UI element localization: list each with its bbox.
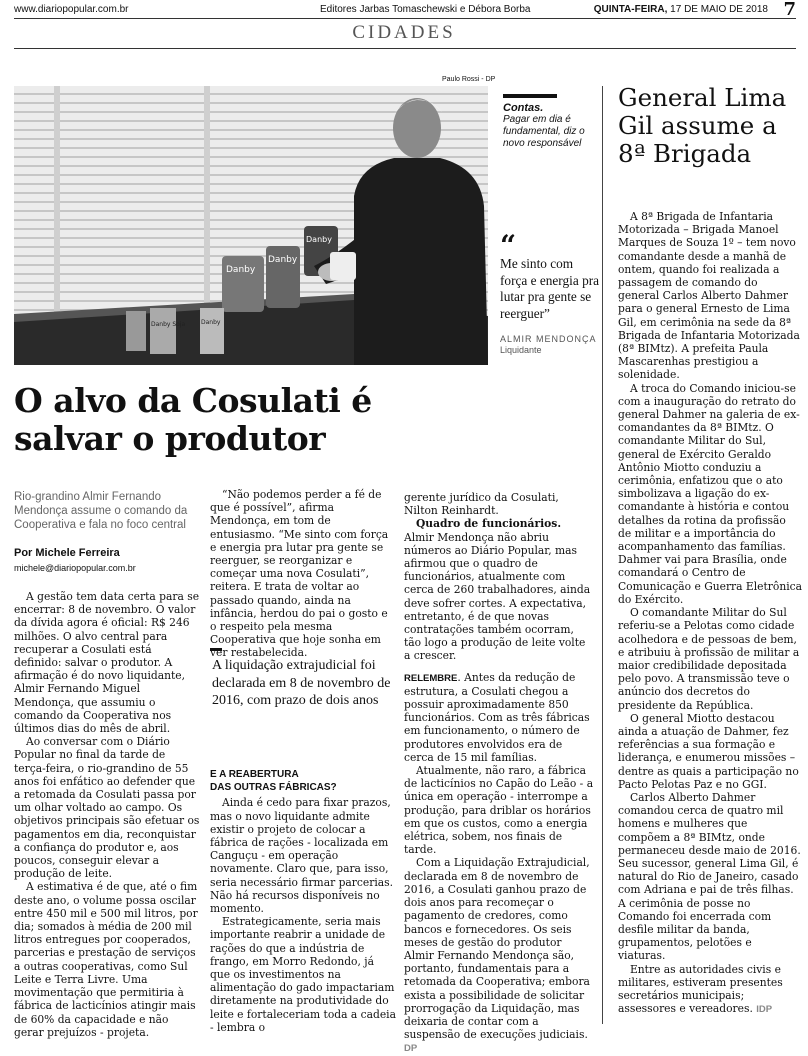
quote-role: Liquidante — [500, 345, 542, 356]
paragraph — [404, 856, 594, 1055]
product-label: Danby — [226, 265, 256, 275]
paragraph: gerente jurídico da Cosulati, Nilton Reinhardt. — [404, 491, 559, 518]
pull-quote — [500, 229, 600, 356]
article-column-2 — [210, 488, 396, 660]
author-email[interactable]: michele@diariopopular.com.br — [14, 563, 136, 573]
paragraph-text: Com a Liquidação Extrajudicial, declarada em 8 de novembro de 2016, a Cosulati ganhou prazo de dois anos para recomeçar o pagamento de credores, como bancos e fornecedores. Os seis meses de gestão do produtor Almir Fernando Mendonça são, portanto, fundamentais para a retomada da Cooperativa; embora exista a possibilidade de solicitar prorrogação da Liquidação, mas deixaria de contar com a suspensão de execuções judiciais. — [404, 856, 590, 1042]
section-title: CIDADES — [352, 22, 456, 43]
paragraph — [618, 963, 802, 1017]
paragraph: Estrategicamente, seria mais importante reabrir a unidade de rações do que a indústria de frango, em Morro Redondo, já que os investimentos na alimentação do gado impactariam diretamente na produtividade do leite e fortaleceriam toda a cadeia - lembra o — [210, 915, 396, 1034]
paragraph: Ao conversar com o Diário Popular no final da tarde de terça-feira, o rio-grandino de 55 anos foi enfático ao defender que a retomada da Cosulati passa por um olhar voltado ao campo. Os objetivos principais são efetuar os pagamentos em dia, reconquistar a confiança do produtor e, aos poucos, conseguir elevar a produção de leite. — [14, 735, 200, 881]
paragraph: Carlos Alberto Dahmer comandou cerca de quatro mil homens e mulheres que compõem a 8ª BIMtz, onde permaneceu desde maio de 2016. Seu sucessor, general Lima Gil, é natural do Rio de Janeiro, casado com Adriana e pai de três filhas. A cerimônia de posse no Comando foi encerrada com desfile militar da banda, grupamentos, pelotões e viaturas. — [618, 790, 801, 963]
paragraph: O general Miotto destacou ainda a atuação de Dahmer, fez referências a sua formação e liderança, e enumerou missões – dentre as quais a participação no Pacto Pelotas Paz e no GGI. — [618, 711, 799, 791]
byline: Por Michele Ferreira — [14, 547, 120, 559]
article-column-3 — [404, 491, 594, 1056]
page-number: 7 — [783, 0, 796, 20]
caption-text: Pagar em dia é fundamental, diz o novo responsável — [503, 114, 585, 149]
paragraph — [404, 671, 594, 764]
product-label: Danby — [268, 255, 298, 265]
article-column-1 — [14, 590, 200, 1039]
editors-line: Editores Jarbas Tomaschewski e Débora Borba — [320, 4, 531, 15]
quote-text: Me sinto com força e energia pra lutar pra gente se reerguer” — [500, 256, 600, 321]
product-label: Danby — [201, 319, 221, 326]
article-column-2-bottom — [210, 768, 396, 1034]
issue-date — [594, 4, 768, 15]
page-header — [14, 2, 796, 18]
photo-credit: Paulo Rossi - DP — [442, 76, 496, 83]
paragraph-text: . Antes da redução de estrutura, a Cosulati chegou a possuir aproximadamente 850 funcionários. Com as três fábricas em funcionamento, o número de produtores envolvidos era de cerca de 15 mil famílias. — [404, 670, 590, 764]
weekday: QUINTA-FEIRA, — [593, 4, 668, 15]
photo-illustration — [14, 86, 488, 365]
pull-fact — [210, 648, 396, 710]
paragraph — [404, 517, 594, 662]
paragraph-text: Entre as autoridades civis e militares, estiveram presentes secretários municipais; assessores e vereadores. — [618, 962, 783, 1016]
photo-caption — [503, 94, 595, 150]
article-lead: Rio-grandino Almir Fernando Mendonça assume o comando da Cooperativa e fala no foco central — [14, 491, 188, 531]
article-photo — [14, 86, 488, 365]
date-text: 17 DE MAIO DE 2018 — [670, 4, 768, 15]
paragraph: A troca do Comando iniciou-se com a inauguração do retrato do general Dahmer na galeria de ex-comandantes da 8ª BIMtz. O comandante Militar do Sul, general de Exército Geraldo Antônio Miotto conduziu a cerimônia, enfatizou que o ato simbolizava a ligação do ex-comandante à história e contou detalhes da rotina da profissão de militar e a importância do acompanhamento das famílias. Dahmer vai para Brasília, onde comandará o Centro de Comunicação e Guerra Eletrônica do Exército. — [618, 381, 802, 606]
section-rule — [14, 48, 796, 49]
quote-author: ALMIR MENDONÇA — [500, 334, 597, 345]
paragraph-text: Almir Mendonça não abriu números ao Diário Popular, mas afirmou que o quadro de funcionários, atualmente com cerca de 260 trabalhadores, ainda deve sofrer cortes. A expectativa, entretanto, é de que novas contratações também ocorram, tão logo a produção de leite volte a crescer. — [404, 530, 591, 663]
pull-fact-text: A liquidação extrajudicial foi declarada em 8 de novembro de 2016, com prazo de dois anos — [212, 658, 391, 708]
paragraph: A gestão tem data certa para se encerrar: 8 de novembro. O valor da dívida agora é oficial: R$ 246 milhões. O alvo central para recuperar a Cosulati está definido: salvar o produtor. A afirmação é do novo liquidante, Almir Fernando Miguel Mendonça, que assumiu o comando da Cooperativa nos últimos dias do mês de abril. — [14, 590, 200, 736]
inline-heading: RELEMBRE — [404, 672, 458, 684]
main-headline: O alvo da Cosulati é salvar o produtor — [14, 381, 372, 458]
product-label: Danby Soja — [151, 321, 186, 328]
subhead: E A REABERTURA — [210, 769, 299, 780]
header-rule — [14, 18, 796, 19]
caption-rule — [503, 94, 557, 98]
inline-heading: Quadro de funcionários. — [416, 517, 562, 531]
paragraph: O comandante Militar do Sul referiu-se a Pelotas como cidade acolhedora e de pessoas de bem, e atribuiu à profissão de militar a maior credibilidade depositada pelo povo. A transmissão teve o anúncio dos decretos do presidente da República. — [618, 606, 800, 712]
paragraph: “Não podemos perder a fé de que é possível”, afirma Mendonça, em tom de entusiasmo. “Me sinto com força e energia pra lutar pra gente se reerguer, se reorganizar e começar uma nova Cosulati”, reitera. E trata de voltar ao passado quando, ainda na infância, herdou do pai o gosto e o respeito pela mesma Cooperativa que hoje sonha em ver restabelecida. — [210, 488, 389, 660]
paragraph: A 8ª Brigada de Infantaria Motorizada – Brigada Manoel Marques de Souza 1º – tem novo comandante desde a manhã de ontem, quando foi realizada a passagem de comando do general Carlos Alberto Dahmer para o general Ernesto de Lima Gil, em cerimônia na sede da 8ª Brigada de Infantaria Motorizada (8ª BIMtz). A prefeita Paula Mascarenhas prestigiou a solenidade. — [618, 210, 800, 382]
end-mark: DP — [404, 1043, 418, 1055]
pull-fact-rule — [210, 648, 222, 651]
end-mark: IDP — [756, 1004, 773, 1016]
side-headline: General Lima Gil assume a 8ª Brigada — [618, 83, 787, 168]
paragraph: Atualmente, não raro, a fábrica de lacticínios no Capão do Leão - a única em operação - interrompe a produção, para driblar os horários em que os custos, como a energia elétrica, sobem, nos finais de tarde. — [404, 764, 594, 857]
product-label: Danby — [306, 235, 332, 244]
paragraph: Ainda é cedo para fixar prazos, mas o novo liquidante admite existir o projeto de colocar a fábrica de rações - localizada em Canguçu - em operação novamente. Claro que, para isso, seria necessário firmar parcerias. Não há recursos disponíveis no momento. — [210, 796, 393, 916]
caption-title: Contas. — [503, 102, 544, 114]
subhead: DAS OUTRAS FÁBRICAS? — [210, 782, 337, 794]
paragraph: A estimativa é de que, até o fim deste ano, o volume possa oscilar entre 450 mil e 500 mil litros, por dia; somados à média de 200 mil litros entregues por cooperados, parcerias e prestação de serviços a outras cooperativas, como Sul Leite e Terra Livre. Uma movimentação que permitiria à fábrica de lacticínios atingir mais de 60% da capacidade e não gerar prejuízos - projeta. — [14, 880, 198, 1039]
column-divider — [602, 86, 603, 1024]
side-article-body — [618, 210, 802, 1016]
site-url[interactable]: www.diariopopular.com.br — [14, 4, 129, 15]
quote-mark-icon: “ — [500, 229, 517, 262]
